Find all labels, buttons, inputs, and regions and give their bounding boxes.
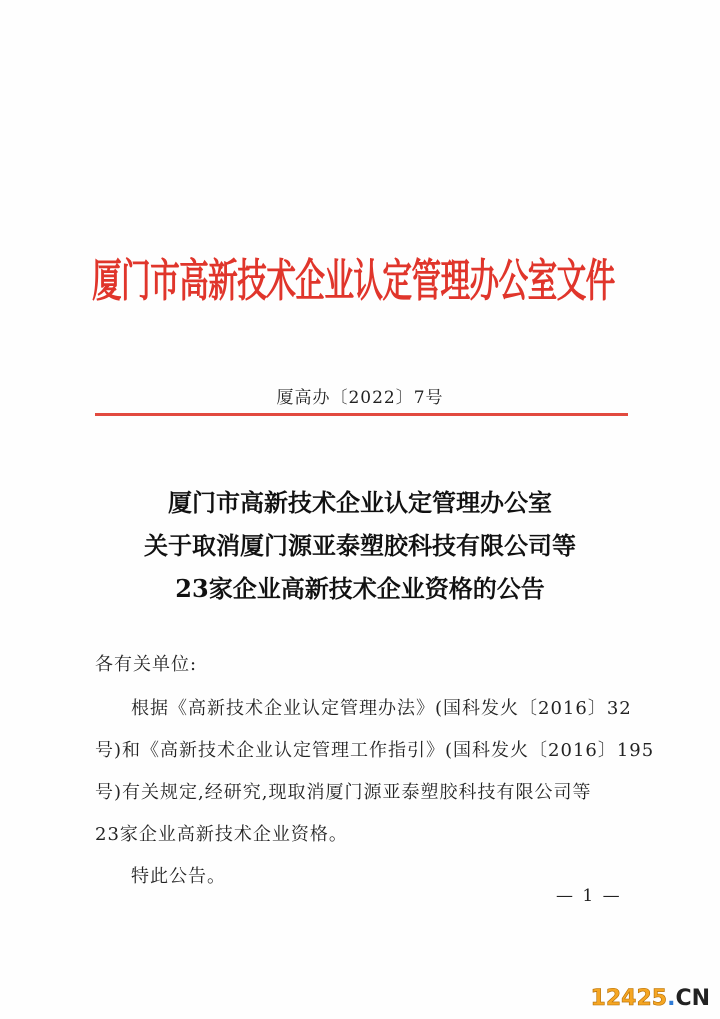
document-number: 厦高办〔2022〕7号 — [276, 388, 444, 408]
notice-title-line-3: 23家企业高新技术企业资格的公告 — [175, 574, 545, 603]
paragraph-line-4: 23家企业高新技术企业资格。 — [95, 824, 348, 845]
watermark-dot: . — [667, 986, 676, 1011]
watermark-suffix: CN — [675, 986, 710, 1011]
site-watermark — [591, 986, 710, 1011]
addressee: 各有关单位: — [95, 654, 198, 675]
watermark-number: 12425 — [590, 986, 668, 1011]
paragraph-line-2: 号)和《高新技术企业认定管理工作指引》(国科发火〔2016〕195 — [95, 740, 655, 761]
red-divider-line — [95, 413, 628, 416]
notice-title-line-1: 厦门市高新技术企业认定管理办公室 — [168, 488, 552, 517]
paragraph-line-3: 号)有关规定,经研究,现取消厦门源亚泰塑胶科技有限公司等 — [95, 782, 592, 803]
page-number: — 1 — — [556, 886, 622, 906]
closing-remark: 特此公告。 — [131, 866, 226, 887]
paragraph-line-1: 根据《高新技术企业认定管理办法》(国科发火〔2016〕32 — [131, 698, 632, 719]
office-header-title: 厦门市高新技术企业认定管理办公室文件 — [92, 254, 615, 307]
notice-title-line-2: 关于取消厦门源亚泰塑胶科技有限公司等 — [144, 531, 576, 560]
